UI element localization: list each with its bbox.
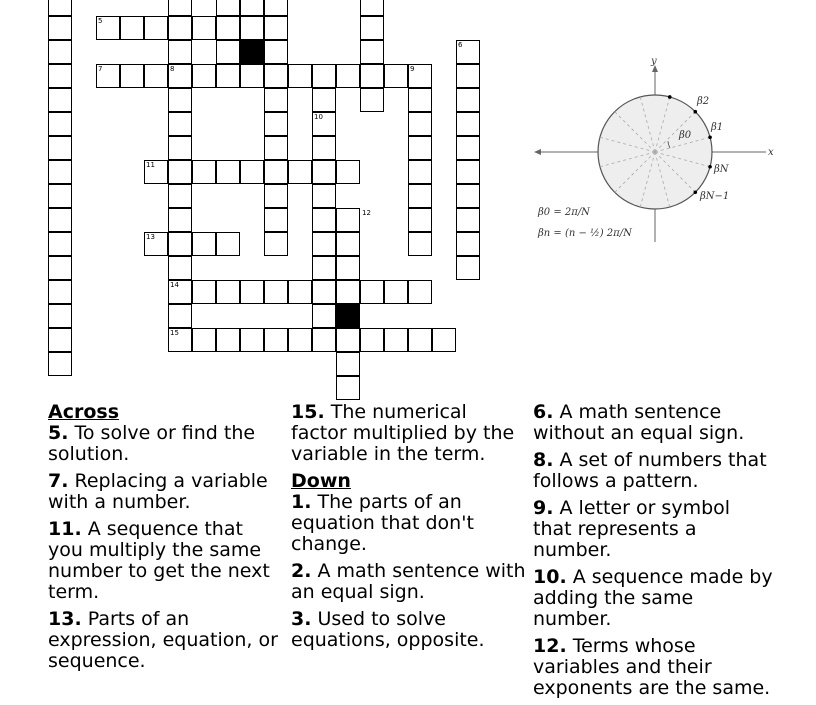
- grid-cell[interactable]: [408, 232, 432, 256]
- beta0-formula: β0 = 2π/N: [538, 207, 590, 218]
- grid-block: [240, 40, 264, 64]
- grid-cell[interactable]: [312, 304, 336, 328]
- grid-cell[interactable]: [168, 184, 192, 208]
- grid-cell[interactable]: [168, 16, 192, 40]
- grid-cell[interactable]: [360, 280, 384, 304]
- grid-cell[interactable]: [168, 256, 192, 280]
- clue-text: The parts of an equation that don't change.: [291, 491, 474, 555]
- grid-cell[interactable]: [360, 88, 384, 112]
- grid-clue-number: 7: [98, 65, 103, 73]
- grid-clue-number: 9: [410, 65, 415, 73]
- clue-number: 2.: [291, 560, 312, 582]
- clue-across-11: [48, 519, 283, 603]
- grid-cell[interactable]: [264, 160, 288, 184]
- grid-cell[interactable]: [192, 16, 216, 40]
- clue-down-1: [291, 492, 527, 555]
- grid-cell[interactable]: [48, 40, 72, 64]
- grid-cell[interactable]: [168, 208, 192, 232]
- clue-down-6: [533, 402, 773, 444]
- grid-cell[interactable]: [288, 328, 312, 352]
- grid-clue-number: 14: [170, 281, 179, 289]
- clue-down-8: [533, 450, 773, 492]
- clue-number: 5.: [48, 422, 69, 444]
- grid-cell[interactable]: [216, 64, 240, 88]
- grid-cell[interactable]: [240, 64, 264, 88]
- grid-cell[interactable]: [336, 64, 360, 88]
- clue-text: Terms whose variables and their exponents are the same.: [533, 635, 771, 699]
- grid-cell[interactable]: [48, 136, 72, 160]
- grid-cell[interactable]: [312, 328, 336, 352]
- grid-cell[interactable]: [240, 280, 264, 304]
- grid-cell[interactable]: [408, 88, 432, 112]
- grid-block: [336, 304, 360, 328]
- grid-cell[interactable]: [456, 184, 480, 208]
- grid-cell[interactable]: [312, 256, 336, 280]
- clue-across-5: [48, 423, 283, 465]
- clue-number: 9.: [533, 497, 554, 519]
- betaN1-label: βN−1: [700, 191, 730, 202]
- grid-cell[interactable]: [216, 40, 240, 64]
- grid-cell[interactable]: [288, 280, 312, 304]
- grid-cell[interactable]: [120, 64, 144, 88]
- grid-cell[interactable]: [192, 232, 216, 256]
- down-heading: Down: [291, 470, 351, 492]
- clue-number: 6.: [533, 401, 554, 423]
- diagram-point: [694, 191, 698, 195]
- beta0-label: β0: [679, 130, 692, 141]
- grid-cell[interactable]: [120, 16, 144, 40]
- grid-clue-number: 6: [458, 41, 463, 49]
- grid-cell[interactable]: [48, 64, 72, 88]
- grid-cell[interactable]: [48, 280, 72, 304]
- grid-cell[interactable]: [144, 16, 168, 40]
- clues-column-2: [291, 402, 527, 657]
- grid-cell[interactable]: [48, 208, 72, 232]
- grid-cell[interactable]: [456, 136, 480, 160]
- grid-cell[interactable]: [168, 160, 192, 184]
- grid-cell[interactable]: [48, 256, 72, 280]
- grid-cell[interactable]: [288, 160, 312, 184]
- y-axis-label: y: [651, 56, 657, 67]
- grid-clue-number: 12: [362, 209, 371, 217]
- grid-cell[interactable]: [408, 136, 432, 160]
- clue-across-7: [48, 471, 283, 513]
- grid-cell[interactable]: [312, 280, 336, 304]
- grid-cell[interactable]: [264, 112, 288, 136]
- grid-cell[interactable]: [264, 136, 288, 160]
- grid-cell[interactable]: [312, 184, 336, 208]
- grid-cell[interactable]: [312, 232, 336, 256]
- grid-cell[interactable]: [216, 232, 240, 256]
- grid-cell[interactable]: [336, 208, 360, 232]
- grid-cell[interactable]: [360, 16, 384, 40]
- grid-cell[interactable]: [456, 208, 480, 232]
- grid-cell[interactable]: [216, 160, 240, 184]
- diagram-point: [708, 135, 712, 139]
- grid-cell[interactable]: [192, 64, 216, 88]
- grid-cell[interactable]: [336, 232, 360, 256]
- clue-number: 12.: [533, 635, 567, 657]
- grid-cell[interactable]: [264, 232, 288, 256]
- grid-cell[interactable]: [48, 16, 72, 40]
- grid-cell[interactable]: [264, 64, 288, 88]
- beta2-label: β2: [697, 96, 710, 107]
- clue-number: 1.: [291, 491, 312, 513]
- grid-cell[interactable]: [456, 112, 480, 136]
- grid-cell[interactable]: [456, 160, 480, 184]
- grid-cell[interactable]: [168, 0, 192, 16]
- grid-cell[interactable]: [408, 208, 432, 232]
- x-axis-arrow-left: [534, 149, 541, 155]
- grid-cell[interactable]: [144, 64, 168, 88]
- grid-cell[interactable]: [336, 352, 360, 376]
- grid-cell[interactable]: [168, 232, 192, 256]
- clue-text: A sequence made by adding the same number.: [533, 566, 773, 630]
- grid-cell[interactable]: [456, 64, 480, 88]
- grid-cell[interactable]: [216, 280, 240, 304]
- grid-cell[interactable]: [48, 232, 72, 256]
- clue-text: The numerical factor multiplied by the variable in the term.: [291, 401, 515, 465]
- grid-cell[interactable]: [312, 160, 336, 184]
- x-axis-label: x: [768, 147, 774, 158]
- across-heading: Across: [48, 401, 120, 423]
- grid-cell[interactable]: [312, 208, 336, 232]
- grid-cell[interactable]: [264, 184, 288, 208]
- grid-cell[interactable]: [336, 280, 360, 304]
- grid-cell[interactable]: [408, 328, 432, 352]
- grid-cell[interactable]: [408, 280, 432, 304]
- grid-cell[interactable]: [288, 64, 312, 88]
- clue-number: 8.: [533, 449, 554, 471]
- grid-clue-number: 15: [170, 329, 179, 337]
- clue-text: Used to solve equations, opposite.: [291, 608, 485, 651]
- grid-clue-number: 5: [98, 17, 103, 25]
- grid-cell[interactable]: [360, 40, 384, 64]
- grid-cell[interactable]: [264, 328, 288, 352]
- grid-cell[interactable]: [240, 328, 264, 352]
- grid-cell[interactable]: [336, 256, 360, 280]
- betaN-label: βN: [714, 164, 729, 175]
- grid-cell[interactable]: [456, 256, 480, 280]
- grid-cell[interactable]: [384, 64, 408, 88]
- betan-formula: βn = (n − ½) 2π/N: [538, 228, 632, 239]
- clue-number: 11.: [48, 518, 82, 540]
- clue-across-15: [291, 402, 527, 465]
- grid-cell[interactable]: [312, 88, 336, 112]
- grid-cell[interactable]: [48, 352, 72, 376]
- clue-number: 7.: [48, 470, 69, 492]
- grid-cell[interactable]: [360, 0, 384, 16]
- grid-cell[interactable]: [192, 160, 216, 184]
- grid-cell[interactable]: [216, 328, 240, 352]
- clue-across-13: [48, 609, 283, 672]
- grid-cell[interactable]: [408, 112, 432, 136]
- clue-text: Replacing a variable with a number.: [48, 470, 268, 513]
- grid-cell[interactable]: [264, 0, 288, 16]
- grid-cell[interactable]: [264, 40, 288, 64]
- grid-cell[interactable]: [264, 88, 288, 112]
- grid-cell[interactable]: [168, 88, 192, 112]
- grid-clue-number: 11: [146, 161, 155, 169]
- grid-cell[interactable]: [408, 160, 432, 184]
- grid-cell[interactable]: [48, 88, 72, 112]
- clue-down-2: [291, 561, 527, 603]
- clues-column-1: [48, 402, 283, 678]
- grid-cell[interactable]: [240, 16, 264, 40]
- grid-cell[interactable]: [48, 304, 72, 328]
- grid-cell[interactable]: [360, 328, 384, 352]
- clue-number: 15.: [291, 401, 325, 423]
- clue-text: A letter or symbol that represents a number.: [533, 497, 731, 561]
- clue-number: 10.: [533, 566, 567, 588]
- grid-cell[interactable]: [48, 160, 72, 184]
- grid-cell[interactable]: [168, 40, 192, 64]
- grid-cell[interactable]: [168, 112, 192, 136]
- grid-cell[interactable]: [360, 64, 384, 88]
- clue-text: To solve or find the solution.: [48, 422, 256, 465]
- diagram-point: [694, 110, 698, 114]
- grid-cell[interactable]: [48, 112, 72, 136]
- grid-clue-number: 10: [314, 113, 323, 121]
- grid-cell[interactable]: [312, 64, 336, 88]
- clue-down-9: [533, 498, 773, 561]
- clue-number: 13.: [48, 608, 82, 630]
- grid-cell[interactable]: [312, 136, 336, 160]
- clue-down-12: [533, 636, 773, 699]
- grid-cell[interactable]: [336, 160, 360, 184]
- grid-cell[interactable]: [264, 16, 288, 40]
- grid-cell[interactable]: [192, 328, 216, 352]
- grid-cell[interactable]: [336, 328, 360, 352]
- grid-cell[interactable]: [264, 208, 288, 232]
- clue-text: Parts of an expression, equation, or sequence.: [48, 608, 278, 672]
- diagram-point: [708, 165, 712, 169]
- grid-cell[interactable]: [216, 16, 240, 40]
- diagram-point: [668, 95, 672, 99]
- grid-cell[interactable]: [336, 376, 360, 400]
- grid-cell[interactable]: [48, 328, 72, 352]
- grid-cell[interactable]: [48, 0, 72, 16]
- beta1-label: β1: [711, 122, 724, 133]
- clue-text: A math sentence with an equal sign.: [291, 560, 526, 603]
- grid-clue-number: 13: [146, 233, 155, 241]
- clue-text: A set of numbers that follows a pattern.: [533, 449, 767, 492]
- grid-cell[interactable]: [240, 160, 264, 184]
- grid-cell[interactable]: [384, 328, 408, 352]
- unit-circle-diagram: [530, 52, 780, 247]
- grid-cell[interactable]: [216, 0, 240, 16]
- grid-cell[interactable]: [240, 0, 264, 16]
- clue-number: 3.: [291, 608, 312, 630]
- grid-cell[interactable]: [384, 280, 408, 304]
- clue-down-10: [533, 567, 773, 630]
- clue-text: A sequence that you multiply the same number to get the next term.: [48, 518, 270, 603]
- grid-cell[interactable]: [192, 280, 216, 304]
- clue-down-3: [291, 609, 527, 651]
- grid-cell[interactable]: [168, 136, 192, 160]
- grid-clue-number: 8: [170, 65, 175, 73]
- grid-cell[interactable]: [456, 232, 480, 256]
- grid-cell[interactable]: [432, 328, 456, 352]
- grid-cell[interactable]: [168, 304, 192, 328]
- grid-cell[interactable]: [48, 184, 72, 208]
- grid-cell[interactable]: [408, 184, 432, 208]
- clue-text: A math sentence without an equal sign.: [533, 401, 745, 444]
- grid-cell[interactable]: [456, 88, 480, 112]
- grid-cell[interactable]: [264, 280, 288, 304]
